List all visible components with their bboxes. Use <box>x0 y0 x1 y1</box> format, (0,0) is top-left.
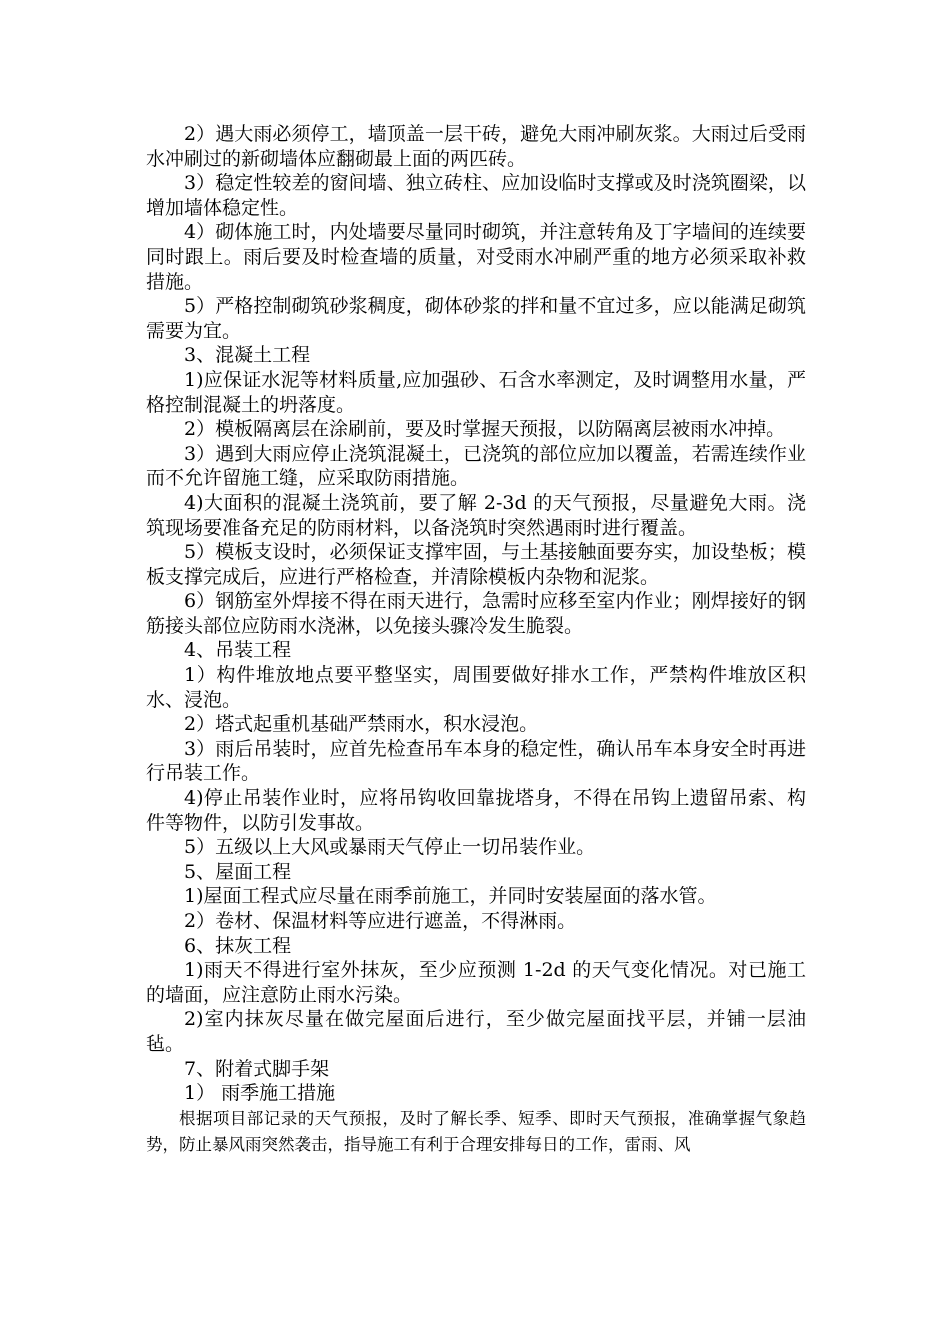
paragraph: 3）稳定性较差的窗间墙、独立砖柱、应加设临时支撑或及时浇筑圈梁，以增加墙体稳定性。 <box>146 172 806 219</box>
paragraph: 1）构件堆放地点要平整坚实，周围要做好排水工作，严禁构件堆放区积水、浸泡。 <box>146 664 806 711</box>
section-heading: 5、屋面工程 <box>184 860 292 883</box>
paragraph: 2）模板隔离层在涂刷前，要及时掌握天预报，以防隔离层被雨水冲掉。 <box>184 418 786 441</box>
paragraph: 2）遇大雨必须停工，墙顶盖一层干砖，避免大雨冲刷灰浆。大雨过后受雨水冲刷过的新砌墙体应翻砌最上面的两匹砖。 <box>146 123 806 170</box>
paragraph: 4)停止吊装作业时，应将吊钩收回靠拢塔身，不得在吊钩上遗留吊索、构件等物件，以防引发事故。 <box>146 787 806 834</box>
paragraph: 5）五级以上大风或暴雨天气停止一切吊装作业。 <box>184 836 596 859</box>
paragraph: 1)屋面工程式应尽量在雨季前施工，并同时安装屋面的落水管。 <box>184 885 717 908</box>
paragraph: 根据项目部记录的天气预报，及时了解长季、短季、即时天气预报，准确掌握气象趋势，防止暴风雨突然袭击，指导施工有利于合理安排每日的工作，雷雨、风 <box>146 1108 806 1154</box>
paragraph: 5）模板支设时，必须保证支撑牢固，与土基接触面要夯实，加设垫板；模板支撑完成后，应进行严格检查，并清除模板内杂物和泥浆。 <box>146 541 806 588</box>
section-heading: 7、附着式脚手架 <box>184 1057 330 1080</box>
section-heading: 3、混凝土工程 <box>184 344 311 367</box>
paragraph: 1)应保证水泥等材料质量,应加强砂、石含水率测定，及时调整用水量，严格控制混凝土的坍落度。 <box>146 368 806 416</box>
paragraph: 2）塔式起重机基础严禁雨水，积水浸泡。 <box>184 713 539 736</box>
section-heading: 6、抹灰工程 <box>184 934 292 957</box>
section-heading: 4、吊装工程 <box>184 639 292 662</box>
paragraph: 4）砌体施工时，内处墙要尽量同时砌筑，并注意转角及丁字墙间的连续要同时跟上。雨后要及时检查墙的质量，对受雨水冲刷严重的地方必须采取补救措施。 <box>146 221 806 293</box>
document-body <box>146 122 806 1158</box>
paragraph: 3）雨后吊装时，应首先检查吊车本身的稳定性，确认吊车本身安全时再进行吊装工作。 <box>146 737 806 785</box>
paragraph: 5）严格控制砌筑砂浆稠度，砌体砂浆的拌和量不宜过多，应以能满足砌筑需要为宜。 <box>146 295 806 342</box>
paragraph: 1)雨天不得进行室外抹灰，至少应预测 1-2d 的天气变化情况。对已施工的墙面，应注意防止雨水污染。 <box>146 959 806 1006</box>
paragraph: 2）卷材、保温材料等应进行遮盖，不得淋雨。 <box>184 910 577 932</box>
paragraph: 4)大面积的混凝土浇筑前，要了解 2-3d 的天气预报，尽量避免大雨。浇筑现场要准备充足的防雨材料，以备浇筑时突然遇雨时进行覆盖。 <box>146 491 806 539</box>
paragraph: 6）钢筋室外焊接不得在雨天进行，急需时应移至室内作业；刚焊接好的钢筋接头部位应防雨水浇淋，以免接头骤冷发生脆裂。 <box>146 590 806 637</box>
subsection-heading: 1） 雨季施工措施 <box>184 1082 336 1105</box>
paragraph: 3）遇到大雨应停止浇筑混凝土，已浇筑的部位应加以覆盖，若需连续作业而不允许留施工缝，应采取防雨措施。 <box>146 442 806 490</box>
paragraph: 2)室内抹灰尽量在做完屋面后进行，至少做完屋面找平层，并铺一层油毡。 <box>146 1008 806 1055</box>
